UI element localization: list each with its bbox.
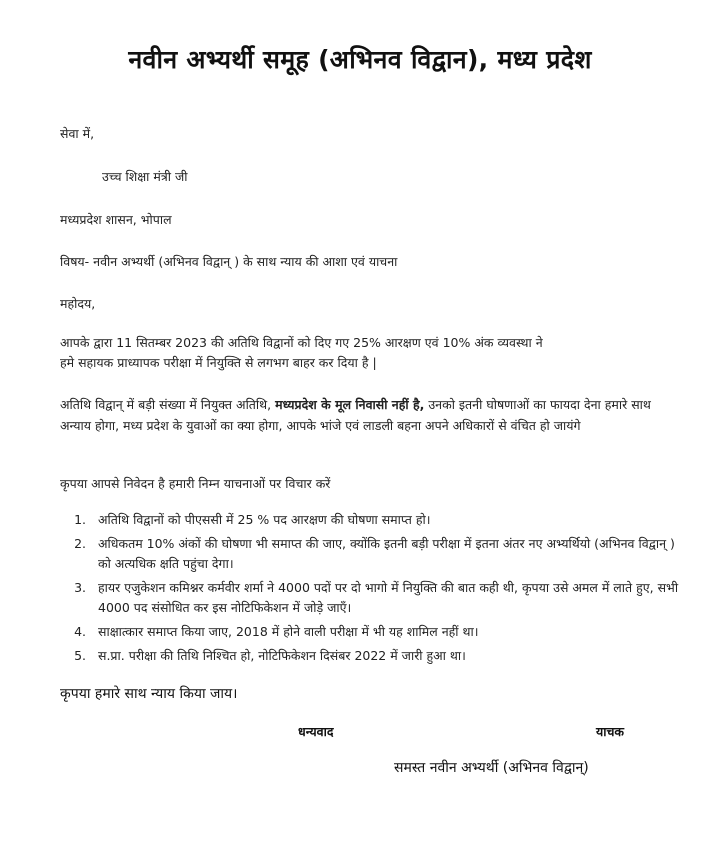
thanks: धन्यवाद (298, 724, 334, 739)
list-item: 1. अतिथि विद्वानों को पीएससी में 25 % पद आरक्षण की घोषणा समाप्त हो। (90, 510, 690, 530)
greeting: महोदय, (60, 296, 96, 311)
petitioner-label: याचक (596, 724, 625, 739)
letter-heading: नवीन अभ्यर्थी समूह (अभिनव विद्वान), मध्य प्रदेश (128, 45, 592, 74)
para1-line2: हमे सहायक प्राध्यापक परीक्षा में नियुक्ति से लगभग बाहर कर दिया है | (60, 355, 377, 370)
subject-line: विषय- नवीन अभ्यर्थी (अभिनव विद्वान् ) के साथ न्याय की आशा एवं याचना (60, 254, 398, 269)
request-intro: कृपया आपसे निवेदन है हमारी निम्न याचनाओं पर विचार करें (60, 476, 331, 491)
recipient: उच्च शिक्षा मंत्री जी (102, 169, 188, 184)
para1-line1: आपके द्वारा 11 सितम्बर 2023 की अतिथि विद्वानों को दिए गए 25% आरक्षण एवं 10% अंक व्यवस्था ने (60, 335, 543, 350)
signature: समस्त नवीन अभ्यर्थी (अभिनव विद्वान्) (394, 760, 589, 776)
para2-bold-text: मध्यप्रदेश के मूल निवासी नहीं है, (275, 397, 425, 412)
list-item: 2. अधिकतम 10% अंकों की घोषणा भी समाप्त की जाए, क्योंकि इतनी बड़ी परीक्षा में इतना अंतर नए अभ्यर्थियो (अभिनव विद्वान् ) को अत्यधिक क्षति पहुंचा देगा। (90, 534, 690, 574)
address: मध्यप्रदेश शासन, भोपाल (60, 212, 172, 227)
paragraph-2 (60, 394, 660, 436)
salutation-to: सेवा में, (60, 126, 95, 141)
request-list (62, 510, 690, 670)
list-item: 5. स.प्रा. परीक्षा की तिथि निश्चित हो, नोटिफिकेशन दिसंबर 2022 में जारी हुआ था। (90, 646, 690, 666)
para2-text-start: अतिथि विद्वान् में बड़ी संख्या में नियुक्त अतिथि, (60, 397, 276, 412)
list-item: 3. हायर एजुकेशन कमिश्नर कर्मवीर शर्मा ने 4000 पदों पर दो भागो में नियुक्ति की बात कही थी, कृपया उसे अमल में लाते हुए, सभी 4000 पद संसोधित कर इस नोटिफिकेशन में जोड़े जाएँ। (90, 578, 690, 618)
closing-line: कृपया हमारे साथ न्याय किया जाय। (60, 686, 238, 702)
para2-text-end: उनको इतनी घोषणाओं का फायदा देना हमारे साथ अन्याय होगा, मध्य प्रदेश के युवाओं का क्या होगा, आपके भांजे एवं लाडली बहना अपने अधिकारों से वंचित हो जायंगे (60, 397, 651, 433)
list-item: 4. साक्षात्कार समाप्त किया जाए, 2018 में होने वाली परीक्षा में भी यह शामिल नहीं था। (90, 622, 690, 642)
